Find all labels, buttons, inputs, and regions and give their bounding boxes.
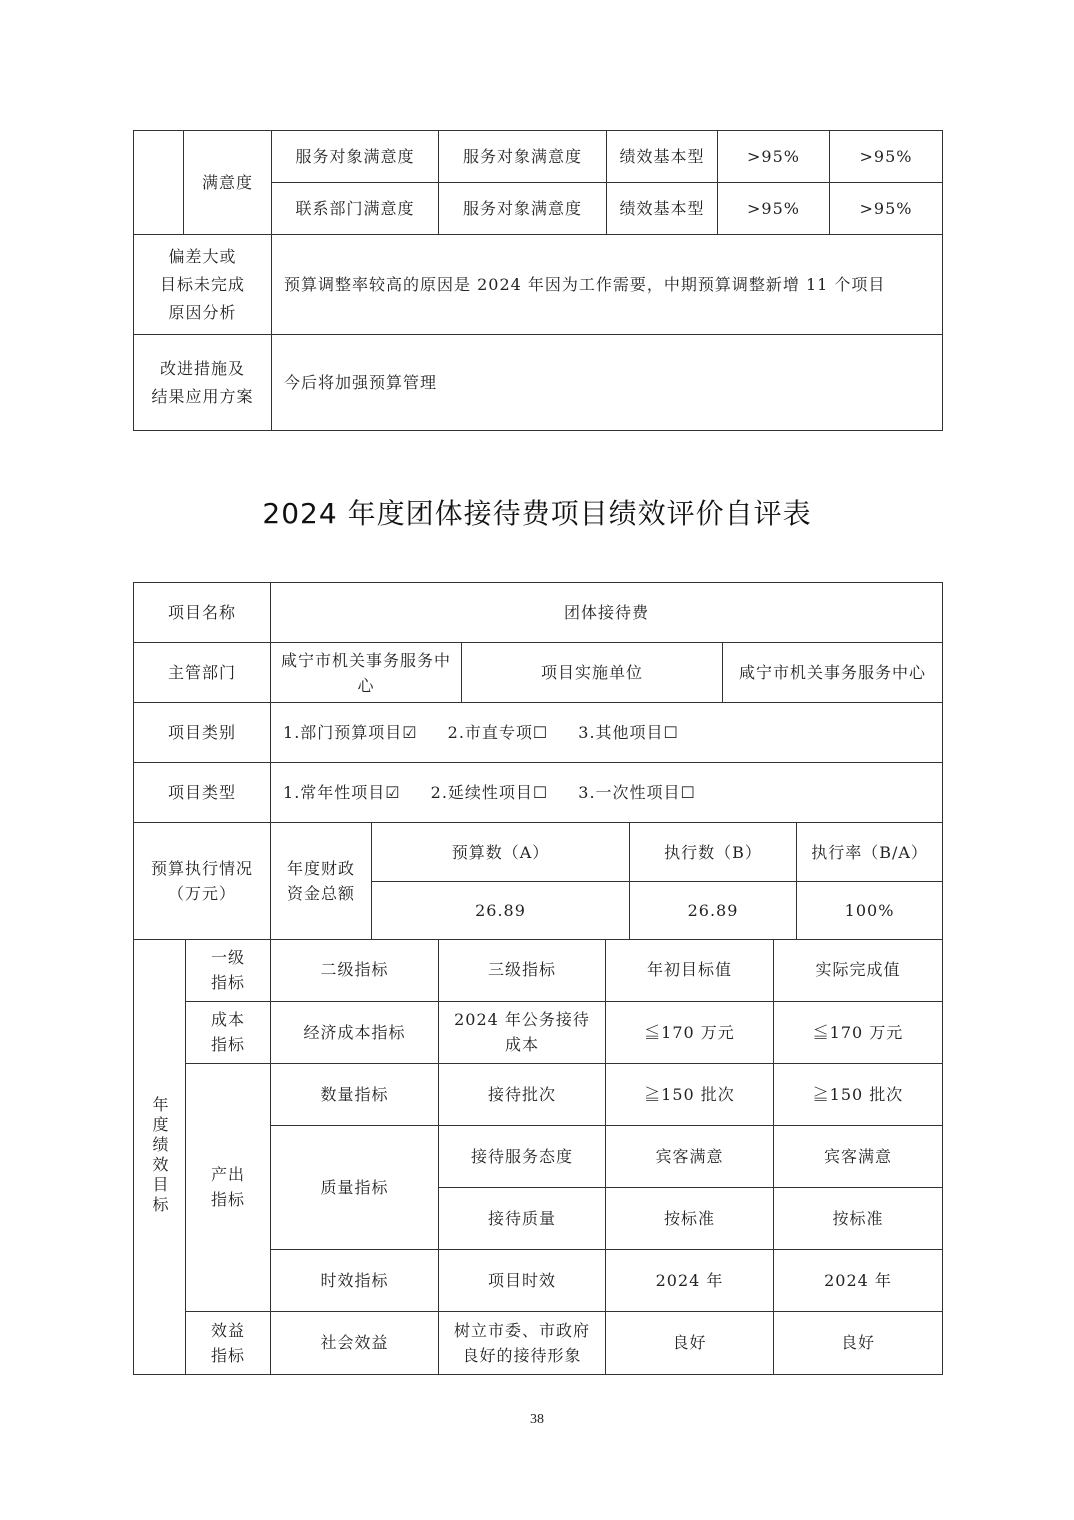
label-line: 指标	[210, 972, 245, 992]
deviation-row	[134, 235, 943, 335]
improve-label	[134, 335, 272, 431]
impl-label: 项目实施单位	[462, 643, 723, 703]
budget-label	[134, 823, 271, 940]
label-line: 成本	[210, 1010, 245, 1029]
level1-header	[186, 939, 271, 1001]
type-option-recurring[interactable]: 1.常年性项目☑	[283, 783, 401, 802]
evaluation-table	[133, 582, 943, 940]
timeliness-actual: 2024 年	[774, 1249, 943, 1311]
label-line: 改进措施及	[159, 358, 245, 378]
actual-header: 实际完成值	[774, 939, 943, 1001]
type-row	[134, 763, 943, 823]
budget-header-row	[134, 823, 943, 882]
label-line: 偏差大或	[168, 246, 237, 266]
quantity-actual: ≧150 批次	[774, 1063, 943, 1125]
category-options	[271, 703, 943, 763]
label-line: （万元）	[168, 884, 237, 903]
deviation-text: 预算调整率较高的原因是 2024 年因为工作需要，中期预算调整新增 11 个项目	[272, 235, 943, 335]
cost-row	[134, 1001, 943, 1063]
rate-header: 执行率（B/A）	[797, 823, 943, 882]
label-line: 一级	[210, 947, 245, 967]
impl-value: 咸宁市机关事务服务中心	[723, 643, 943, 703]
quality-actual: 按标准	[774, 1187, 943, 1249]
benefit-row	[134, 1311, 943, 1374]
quality-level2: 质量指标	[271, 1125, 439, 1249]
category-option-dept-budget[interactable]: 1.部门预算项目☑	[283, 723, 418, 742]
continued-table	[133, 130, 943, 431]
quantity-level3: 接待批次	[439, 1063, 606, 1125]
benefit-target: 良好	[606, 1311, 774, 1374]
satisfaction-label: 满意度	[184, 131, 272, 235]
type-cell: 绩效基本型	[607, 131, 718, 183]
rate-value: 100%	[797, 882, 943, 940]
label-line: 效益	[210, 1320, 245, 1340]
benefit-actual: 良好	[774, 1311, 943, 1374]
quality-level3: 接待质量	[439, 1187, 606, 1249]
label-line: 指标	[210, 1345, 245, 1365]
output-level1	[186, 1063, 271, 1311]
section-label	[134, 939, 186, 1374]
cost-level3	[439, 1001, 606, 1063]
goals-header-row	[134, 939, 943, 1001]
label-line: 良好的接待形象	[462, 1345, 582, 1365]
type-option-continuing[interactable]: 2.延续性项目☐	[430, 783, 549, 802]
table-row	[134, 131, 943, 183]
cost-level2: 经济成本指标	[271, 1001, 439, 1063]
label-line: 年度财政	[287, 859, 356, 878]
cost-level1	[186, 1001, 271, 1063]
dept-row	[134, 643, 943, 703]
page-number: 38	[530, 1412, 544, 1427]
budget-value: 26.89	[372, 882, 630, 940]
label-line: 结果应用方案	[151, 386, 254, 406]
project-name-value: 团体接待费	[271, 583, 943, 643]
label-line: 树立市委、市政府	[453, 1320, 590, 1340]
quality-actual: 宾客满意	[774, 1125, 943, 1187]
level2-cell: 联系部门满意度	[272, 183, 439, 235]
cost-actual: ≦170 万元	[774, 1001, 943, 1063]
target-cell: >95%	[718, 131, 830, 183]
label-line: 目标未完成	[159, 274, 245, 294]
actual-cell: >95%	[830, 183, 943, 235]
target-header: 年初目标值	[606, 939, 774, 1001]
executed-header: 执行数（B）	[630, 823, 797, 882]
project-name-label: 项目名称	[134, 583, 271, 643]
quality-target: 宾客满意	[606, 1125, 774, 1187]
category-row	[134, 703, 943, 763]
level2-header: 二级指标	[271, 939, 439, 1001]
executed-value: 26.89	[630, 882, 797, 940]
dept-label: 主管部门	[134, 643, 271, 703]
quality-target: 按标准	[606, 1187, 774, 1249]
type-options	[271, 763, 943, 823]
level2-cell: 服务对象满意度	[272, 131, 439, 183]
label-line: 成本	[504, 1035, 539, 1054]
budget-header: 预算数（A）	[372, 823, 630, 882]
timeliness-level3: 项目时效	[439, 1249, 606, 1311]
label-line: 资金总额	[287, 884, 356, 903]
timeliness-target: 2024 年	[606, 1249, 774, 1311]
benefit-level2: 社会效益	[271, 1311, 439, 1374]
label-line: 指标	[210, 1035, 245, 1054]
goals-table	[133, 939, 943, 1375]
timeliness-level2: 时效指标	[271, 1249, 439, 1311]
section-label-text: 年度绩效目标	[150, 1096, 169, 1217]
quantity-row	[134, 1063, 943, 1125]
quantity-target: ≧150 批次	[606, 1063, 774, 1125]
type-cell: 绩效基本型	[607, 183, 718, 235]
quantity-level2: 数量指标	[271, 1063, 439, 1125]
quality-level3: 接待服务态度	[439, 1125, 606, 1187]
project-name-row	[134, 583, 943, 643]
label-line: 产出	[210, 1165, 245, 1184]
label-line: 预算执行情况	[151, 859, 254, 878]
fund-label	[271, 823, 372, 940]
deviation-label	[134, 235, 272, 335]
level3-header: 三级指标	[439, 939, 606, 1001]
empty-cell	[134, 131, 184, 235]
benefit-level3	[439, 1311, 606, 1374]
level3-cell: 服务对象满意度	[439, 183, 607, 235]
cost-target: ≦170 万元	[606, 1001, 774, 1063]
actual-cell: >95%	[830, 131, 943, 183]
target-cell: >95%	[718, 183, 830, 235]
page-title: 2024 年度团体接待费项目绩效评价自评表	[262, 497, 812, 530]
category-option-other[interactable]: 3.其他项目☐	[578, 723, 679, 742]
improve-row	[134, 335, 943, 431]
level3-cell: 服务对象满意度	[439, 131, 607, 183]
benefit-level1	[186, 1311, 271, 1374]
type-option-one-time[interactable]: 3.一次性项目☐	[578, 783, 696, 802]
dept-value: 咸宁市机关事务服务中心	[271, 643, 462, 703]
category-option-city-special[interactable]: 2.市直专项☐	[447, 723, 549, 742]
type-label: 项目类型	[134, 763, 271, 823]
category-label: 项目类别	[134, 703, 271, 763]
label-line: 2024 年公务接待	[454, 1010, 590, 1029]
label-line: 指标	[210, 1190, 245, 1209]
improve-text: 今后将加强预算管理	[272, 335, 943, 431]
label-line: 原因分析	[168, 302, 237, 322]
